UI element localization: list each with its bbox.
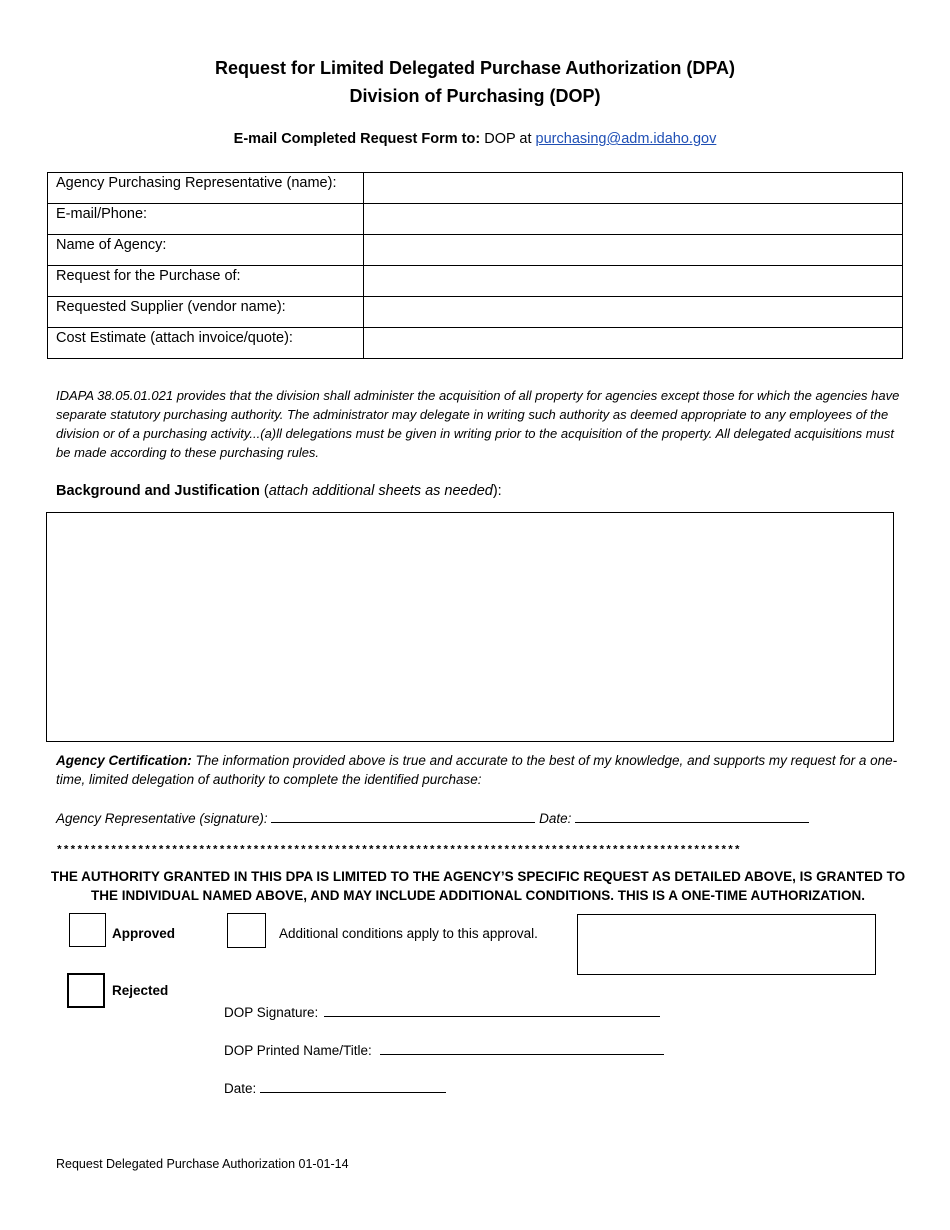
- approved-label: Approved: [112, 926, 176, 941]
- request-info-table: [47, 172, 903, 359]
- certification-text: The information provided above is true and accurate to the best of my knowledge, and supports my request for a one-time, limited delegation of authority to complete the identified purchase:: [56, 753, 898, 787]
- info-row-input[interactable]: [364, 173, 902, 203]
- dop-printed-name-line[interactable]: [380, 1040, 664, 1055]
- info-row-value-cell: [364, 235, 903, 266]
- idapa-rule-text: IDAPA 38.05.01.021 provides that the division shall administer the acquisition of all property for agencies except those for which the agencies have separate statutory purchasing authority. The administrator may delegate in writing such authority as deemed appropriate to any employees of the division or of a purchasing activity...(a)ll delegations must be given in writing prior to the acquisition of the property. All delegated acquisitions must be made according to these purchasing rules.: [56, 388, 900, 460]
- info-row-input[interactable]: [364, 204, 902, 234]
- agency-date-label: Date:: [539, 811, 572, 826]
- authority-notice: THE AUTHORITY GRANTED IN THIS DPA IS LIMITED TO THE AGENCY’S SPECIFIC REQUEST AS DETAILED ABOVE, IS GRANTED TO THE INDIVIDUAL NAMED ABOVE, AND MAY INCLUDE ADDITIONAL CONDITIONS. THIS IS A ONE-TIME AUTHORIZATION.: [50, 869, 906, 903]
- info-row: [48, 173, 903, 204]
- info-row: [48, 297, 903, 328]
- dop-signature-line[interactable]: [324, 1002, 660, 1017]
- info-row-input[interactable]: [364, 235, 902, 265]
- section-separator: *****************************************************************************************************: [56, 845, 741, 857]
- info-row-input[interactable]: [364, 297, 902, 327]
- agency-date-line[interactable]: [575, 808, 809, 823]
- conditions-field[interactable]: [577, 914, 876, 975]
- conditions-checkbox[interactable]: [227, 913, 266, 948]
- info-row: [48, 266, 903, 297]
- agency-certification: [56, 751, 906, 789]
- email-link[interactable]: purchasing@adm.idaho.gov: [535, 131, 717, 147]
- agency-signature-label: Agency Representative (signature):: [56, 811, 268, 826]
- background-justification-field[interactable]: [46, 512, 894, 742]
- form-title: Request for Limited Delegated Purchase Authorization (DPA): [214, 58, 736, 78]
- info-row-label: Agency Purchasing Representative (name):: [48, 173, 364, 204]
- background-justification-label: [56, 483, 502, 499]
- dop-date-row: [224, 1078, 446, 1096]
- agency-signature-row: [56, 808, 809, 826]
- background-label-italic: attach additional sheets as needed: [268, 483, 493, 499]
- info-row-value-cell: [364, 297, 903, 328]
- info-row-label: Requested Supplier (vendor name):: [48, 297, 364, 328]
- info-row-value-cell: [364, 173, 903, 204]
- info-row-value-cell: [364, 328, 903, 359]
- form-subtitle: Division of Purchasing (DOP): [349, 86, 601, 106]
- agency-signature-line[interactable]: [271, 808, 535, 823]
- info-row-value-cell: [364, 204, 903, 235]
- email-instruction-label: E-mail Completed Request Form to:: [233, 131, 481, 147]
- dop-printed-name-row: [224, 1040, 664, 1058]
- info-row: [48, 328, 903, 359]
- info-row: [48, 204, 903, 235]
- dop-printed-name-label: DOP Printed Name/Title:: [224, 1043, 372, 1058]
- certification-label: Agency Certification:: [56, 753, 192, 768]
- info-row-label: E-mail/Phone:: [48, 204, 364, 235]
- info-row-label: Cost Estimate (attach invoice/quote):: [48, 328, 364, 359]
- background-label-close: ):: [492, 483, 502, 499]
- rejected-checkbox[interactable]: [67, 973, 105, 1008]
- rejected-label: Rejected: [112, 983, 169, 998]
- conditions-label: Additional conditions apply to this approval.: [279, 926, 538, 941]
- dop-date-line[interactable]: [260, 1078, 446, 1093]
- email-instruction-mid: DOP at: [480, 131, 536, 147]
- email-instruction: [0, 131, 950, 147]
- info-row-label: Request for the Purchase of:: [48, 266, 364, 297]
- background-label-bold: Background and Justification: [56, 483, 260, 499]
- dop-signature-row: [224, 1002, 660, 1020]
- info-row: [48, 235, 903, 266]
- info-row-value-cell: [364, 266, 903, 297]
- info-row-input[interactable]: [364, 328, 902, 358]
- approved-checkbox[interactable]: [69, 913, 106, 947]
- dop-signature-label: DOP Signature:: [224, 1005, 319, 1020]
- form-footer: Request Delegated Purchase Authorization 01-01-14: [56, 1157, 349, 1171]
- dop-date-label: Date:: [224, 1081, 257, 1096]
- background-label-paren: (: [259, 483, 269, 499]
- info-row-label: Name of Agency:: [48, 235, 364, 266]
- info-row-input[interactable]: [364, 266, 902, 296]
